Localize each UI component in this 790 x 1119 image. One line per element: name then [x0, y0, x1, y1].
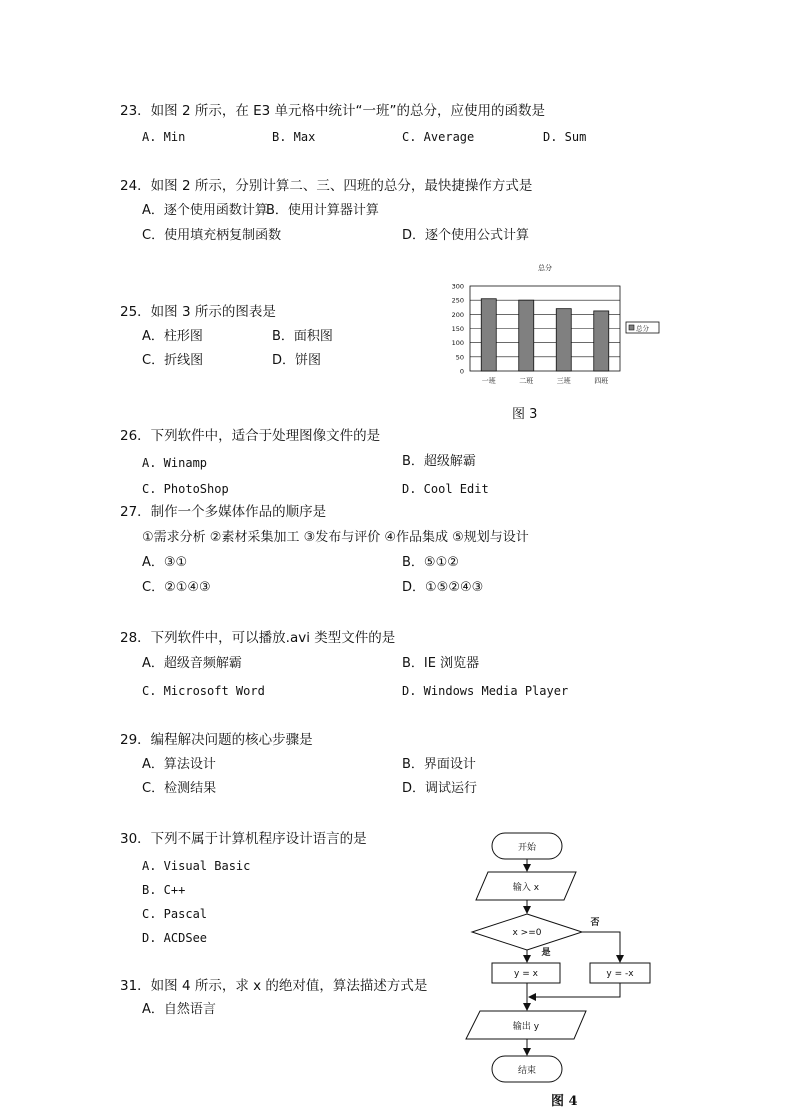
q24-option-b: B．使用计算器计算 — [266, 203, 379, 218]
q27-stem: 27．制作一个多媒体作品的顺序是 — [120, 504, 327, 520]
q30-option-c: C. Pascal — [142, 907, 208, 921]
chart-legend-swatch — [629, 325, 634, 330]
chart-y-tick-label: 100 — [451, 339, 464, 348]
q23-option-d: D. Sum — [543, 130, 587, 144]
chart-y-tick-label: 50 — [455, 353, 464, 362]
q25-option-a: A．柱形图 — [142, 329, 203, 344]
q24-option-d: D．逐个使用公式计算 — [402, 228, 530, 243]
q24-option-a: A．逐个使用函数计算 — [142, 203, 268, 218]
q24-stem: 24．如图 2 所示，分别计算二、三、四班的总分，最快捷操作方式是 — [120, 178, 533, 194]
chart-x-tick-label: 四班 — [594, 377, 609, 385]
q26-option-b: B．超级解霸 — [402, 454, 476, 469]
chart-y-tick-label: 250 — [451, 296, 464, 305]
chart-bar-3 — [556, 309, 571, 371]
q26-option-a: A. Winamp — [142, 456, 208, 470]
q31-option-a: A．自然语言 — [142, 1002, 216, 1017]
q29-stem: 29．编程解决问题的核心步骤是 — [120, 732, 313, 748]
q29-option-d: D．调试运行 — [402, 781, 478, 796]
chart-x-tick-label: 一班 — [481, 377, 496, 385]
chart-x-tick-label: 二班 — [519, 377, 534, 385]
q25-option-d: D．饼图 — [272, 353, 322, 368]
q23-option-b: B. Max — [272, 130, 316, 144]
total-score-bar-chart — [440, 258, 670, 393]
flow-output-label: 输出 y — [512, 1022, 540, 1032]
flow-condition-label: x >=0 — [512, 928, 542, 938]
q26-option-d: D. Cool Edit — [402, 482, 489, 496]
q30-option-d: D. ACDSee — [142, 931, 208, 945]
chart-bar-1 — [481, 299, 496, 371]
q28-option-a: A．超级音频解霸 — [142, 656, 242, 671]
q30-stem: 30．下列不属于计算机程序设计语言的是 — [120, 831, 367, 847]
flow-no-label: 否 — [590, 918, 600, 928]
q27-option-a: A．③① — [142, 555, 188, 570]
q23-option-c: C. Average — [402, 130, 475, 144]
q30-option-a: A. Visual Basic — [142, 859, 251, 873]
q25-stem: 25．如图 3 所示的图表是 — [120, 304, 276, 320]
q25-option-b: B．面积图 — [272, 329, 333, 344]
chart-x-tick-label: 三班 — [556, 377, 571, 385]
flow-start-label: 开始 — [517, 843, 537, 853]
q27-option-d: D．①⑤②④③ — [402, 580, 484, 595]
chart-y-tick-label: 0 — [459, 367, 464, 376]
flow-end-label: 结束 — [517, 1066, 537, 1076]
figure-3-caption: 图 3 — [512, 407, 538, 422]
figure-4-caption: 图 4 — [551, 1094, 578, 1109]
chart-legend-label: 总分 — [636, 324, 649, 333]
q26-stem: 26．下列软件中，适合于处理图像文件的是 — [120, 428, 381, 444]
q26-option-c: C. PhotoShop — [142, 482, 229, 496]
chart-bar-2 — [519, 300, 534, 371]
q27-option-b: B．⑤①② — [402, 555, 459, 570]
q28-option-b: B．IE 浏览器 — [402, 656, 480, 671]
q28-stem: 28．下列软件中，可以播放.avi 类型文件的是 — [120, 630, 396, 646]
q28-option-c: C. Microsoft Word — [142, 684, 265, 698]
q24-option-c: C．使用填充柄复制函数 — [142, 228, 282, 243]
flow-input-label: 输入 x — [512, 883, 540, 893]
flow-yes-label: 是 — [541, 948, 551, 958]
q29-option-c: C．检测结果 — [142, 781, 217, 796]
q29-option-b: B．界面设计 — [402, 757, 476, 772]
q23-stem: 23．如图 2 所示，在 E3 单元格中统计“一班”的总分，应使用的函数是 — [120, 103, 546, 119]
q30-option-b: B. C++ — [142, 883, 186, 897]
flow-yes-action-label: y = x — [514, 969, 538, 979]
q29-option-a: A．算法设计 — [142, 757, 216, 772]
chart-title: 总分 — [538, 264, 552, 272]
chart-y-tick-label: 150 — [451, 325, 464, 333]
q28-option-d: D. Windows Media Player — [402, 684, 569, 698]
q23-option-a: A. Min — [142, 130, 186, 144]
absolute-value-flowchart — [460, 825, 660, 1087]
flow-no-action-label: y = -x — [606, 969, 634, 979]
q25-option-c: C．折线图 — [142, 353, 204, 368]
q27-option-c: C．②①④③ — [142, 580, 211, 595]
chart-y-tick-label: 300 — [451, 282, 464, 291]
chart-bar-4 — [594, 311, 609, 371]
q31-stem: 31．如图 4 所示，求 x 的绝对值，算法描述方式是 — [120, 978, 428, 994]
q27-step-list: ①需求分析 ②素材采集加工 ③发布与评价 ④作品集成 ⑤规划与设计 — [142, 530, 529, 545]
chart-y-tick-label: 200 — [451, 310, 464, 319]
